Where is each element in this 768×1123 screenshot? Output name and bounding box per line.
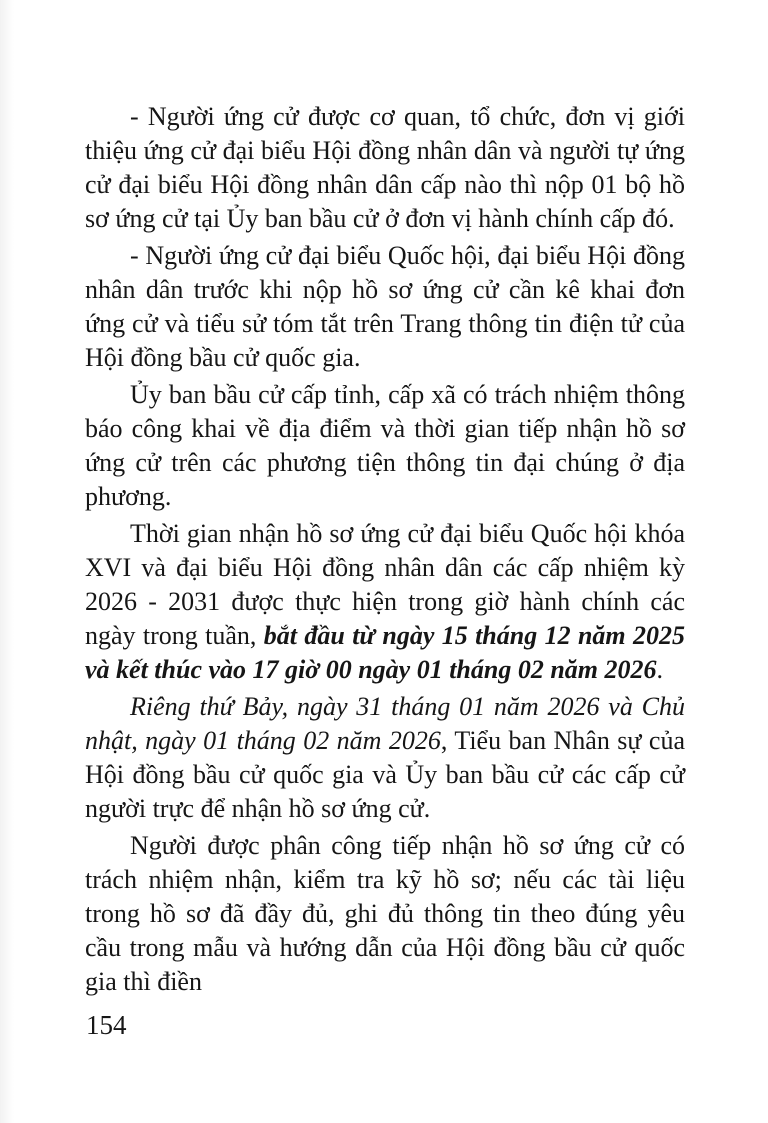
paragraph — [85, 517, 685, 687]
page-content — [85, 100, 685, 1002]
text-segment: Người được phân công tiếp nhận hồ sơ ứng cử có trách nhiệm nhận, kiểm tra kỹ hồ sơ; nếu các tài liệu trong hồ sơ đã đầy đủ, ghi đủ thông tin theo đúng yêu cầu trong mẫu và hướng dẫn của Hội đồng bầu cử quốc gia thì điền — [85, 831, 685, 996]
paragraph — [85, 239, 685, 375]
paragraph — [85, 378, 685, 514]
text-segment: bắt đầu từ ngày 15 tháng 12 năm 2025 và kết thúc vào 17 giờ 00 ngày 01 tháng 02 năm 2026 — [85, 621, 686, 684]
paragraph — [85, 690, 685, 826]
text-segment: Thời gian nhận hồ sơ ứng cử đại biểu Quốc hội khóa XVI và đại biểu Hội đồng nhân dân các cấp nhiệm kỳ 2026 - 2031 được thực hiện trong giờ hành chính các ngày trong tuần, — [85, 519, 685, 650]
text-segment: - Người ứng cử đại biểu Quốc hội, đại biểu Hội đồng nhân dân trước khi nộp hồ sơ ứng cử cần kê khai đơn ứng cử và tiểu sử tóm tắt trên Trang thông tin điện tử của Hội đồng bầu cử quốc gia. — [85, 241, 685, 372]
paragraph — [85, 100, 685, 236]
text-segment: . — [656, 655, 664, 684]
page-number: 154 — [86, 1010, 127, 1040]
text-segment: , Tiểu ban Nhân sự của Hội đồng bầu cử quốc gia và Ủy ban bầu cử các cấp cử người trực để nhận hồ sơ ứng cử. — [85, 726, 685, 823]
text-segment: Ủy ban bầu cử cấp tỉnh, cấp xã có trách nhiệm thông báo công khai về địa điểm và thời gian tiếp nhận hồ sơ ứng cử trên các phương tiện thông tin đại chúng ở địa phương. — [85, 380, 685, 511]
text-segment: - Người ứng cử được cơ quan, tổ chức, đơn vị giới thiệu ứng cử đại biểu Hội đồng nhân dân và người tự ứng cử đại biểu Hội đồng nhân dân cấp nào thì nộp 01 bộ hồ sơ ứng cử tại Ủy ban bầu cử ở đơn vị hành chính cấp đó. — [85, 102, 685, 233]
paragraph — [85, 829, 685, 999]
text-segment: Riêng thứ Bảy, ngày 31 tháng 01 năm 2026 và Chủ nhật, ngày 01 tháng 02 năm 2026 — [85, 692, 685, 755]
